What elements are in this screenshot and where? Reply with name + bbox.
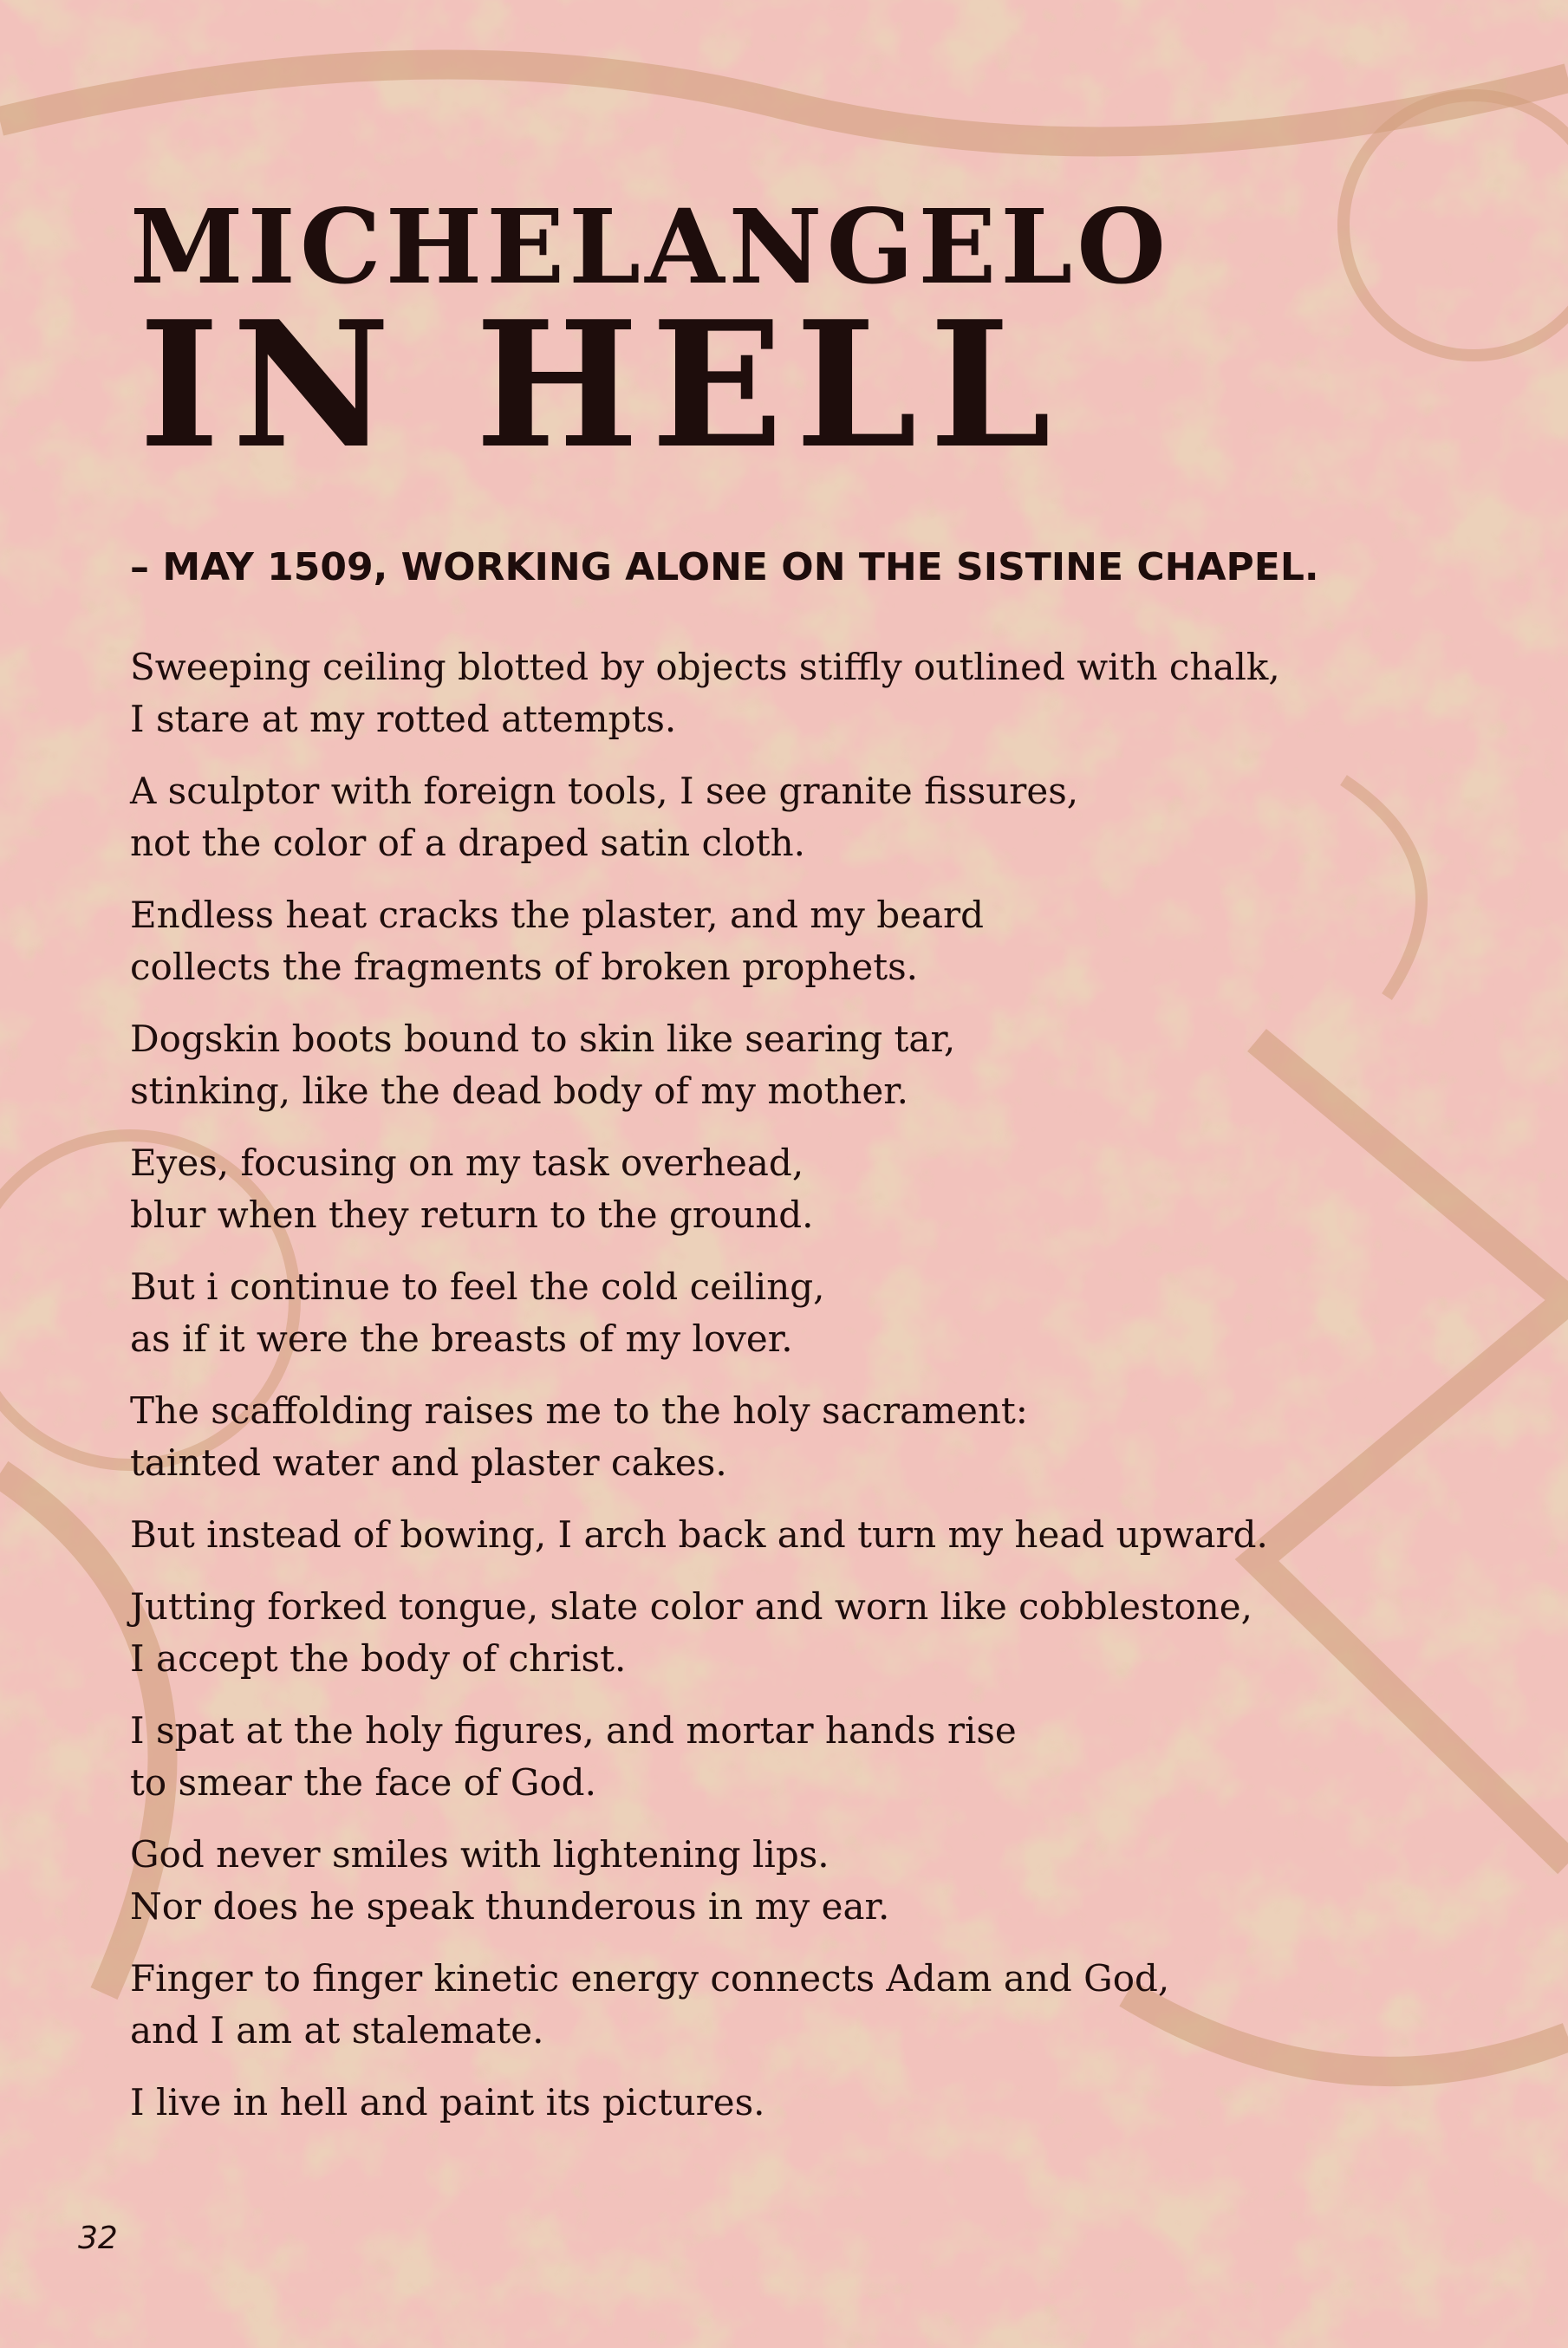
poem-line: God never smiles with lightening lips. — [130, 1833, 830, 1876]
poem-line: tainted water and plaster cakes. — [130, 1441, 727, 1484]
poem-line: Nor does he speak thunderous in my ear. — [130, 1885, 890, 1928]
stanza — [130, 765, 1430, 869]
poem-line: to smear the face of God. — [130, 1761, 596, 1804]
poem-line: Dogskin boots bound to skin like searing tar, — [130, 1018, 956, 1060]
poem-line: A sculptor with foreign tools, I see granite fissures, — [130, 770, 1079, 812]
poem-line: But instead of bowing, I arch back and turn my head upward. — [130, 1513, 1268, 1556]
poem-line: I live in hell and paint its pictures. — [130, 2081, 765, 2124]
poem-line: as if it were the breasts of my lover. — [130, 1317, 793, 1360]
stanza — [130, 1829, 1430, 1933]
poem-line: The scaffolding raises me to the holy sacrament: — [130, 1389, 1028, 1432]
stanza — [130, 1137, 1430, 1241]
stanza — [130, 1261, 1430, 1365]
poem-line: I spat at the holy figures, and mortar hands rise — [130, 1709, 1017, 1752]
stanza — [130, 641, 1430, 745]
page-number: 32 — [78, 2221, 118, 2256]
poem-line: blur when they return to the ground. — [130, 1194, 814, 1236]
title-line-1: MICHELANGELO — [130, 186, 1171, 307]
poem-line: collects the fragments of broken prophets. — [130, 946, 918, 988]
stanza — [130, 1581, 1430, 1685]
poem-body — [130, 641, 1430, 2149]
poem-line: Endless heat cracks the plaster, and my beard — [130, 894, 984, 936]
poem-line: Eyes, focusing on my task overhead, — [130, 1141, 804, 1184]
poem-line: not the color of a draped satin cloth. — [130, 822, 806, 864]
poem-line: Sweeping ceiling blotted by objects stiffly outlined with chalk, — [130, 646, 1280, 688]
poem-line: Jutting forked tongue, slate color and worn like cobblestone, — [130, 1585, 1252, 1628]
subtitle: – MAY 1509, WORKING ALONE ON THE SISTINE CHAPEL. — [130, 545, 1319, 589]
poem-line: Finger to finger kinetic energy connects Adam and God, — [130, 1957, 1170, 2000]
stanza — [130, 889, 1430, 993]
poem-line: stinking, like the dead body of my mother. — [130, 1070, 909, 1112]
poem-line: I accept the body of christ. — [130, 1637, 627, 1680]
stanza — [130, 1705, 1430, 1809]
poem-line: and I am at stalemate. — [130, 2009, 544, 2052]
stanza — [130, 1953, 1430, 2057]
stanza — [130, 2077, 1430, 2129]
poem-line: But i continue to feel the cold ceiling, — [130, 1265, 825, 1308]
stanza — [130, 1385, 1430, 1489]
stanza — [130, 1509, 1430, 1561]
stanza — [130, 1013, 1430, 1117]
poem-line: I stare at my rotted attempts. — [130, 698, 677, 740]
title-line-2: IN HELL — [139, 283, 1064, 487]
